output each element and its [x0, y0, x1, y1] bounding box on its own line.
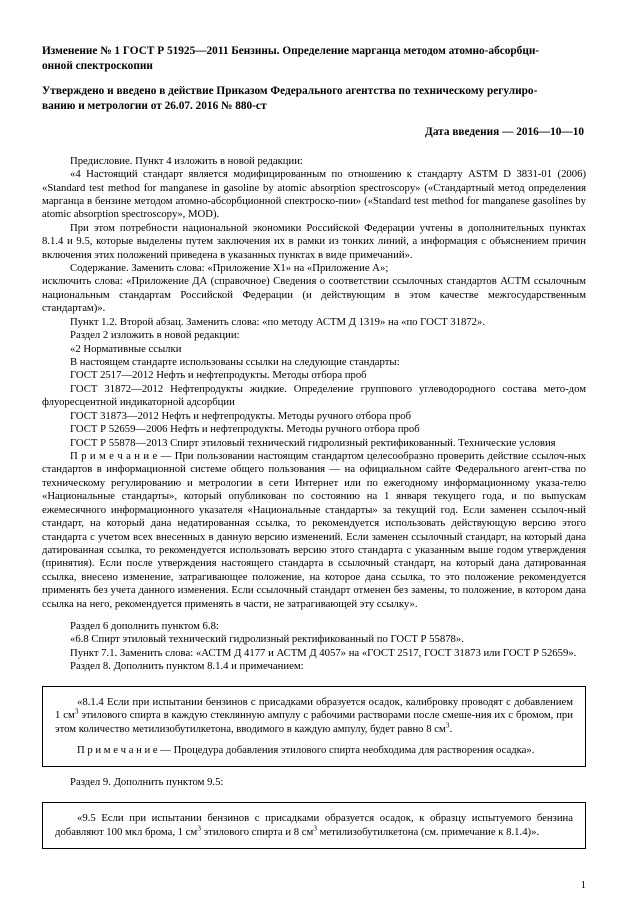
document-body [42, 155, 586, 850]
document-title-line-2: онной спектроскопии [42, 59, 153, 72]
heading-normative-references: «2 Нормативные ссылки [70, 342, 182, 355]
note-references-usage: П р и м е ч а н и е — При пользовании настоящим стандартом целесообразно проверить действие ссылоч-ных стандартов в информационной системе общего пользования — на официальном сайте Федерального агент-ства по техническому регулированию и метрологии в сети Интернет или по ежегодному информационному указа-телю «Национальные стандарты», который опубликован по состоянию на 1 января текущего года, и по выпускам ежемесячного информационного указателя «Национальные стандарты» за текущий год. Если заменен ссылоч-ный стандарт, на который дана недатированная ссылка, то рекомендуется использовать действующую версию этого стандарта с учетом всех внесенных в данную версию изменений. Если заменен ссылочный стандарт, на который дана датированная ссылка, то рекомендуется использовать версию этого стандарта с указанным выше годом утверждения (принятия). Если после утверждения настоящего стандарта в ссылочный стандарт, на который дана датированная ссылка, внесено изменение, затрагивающее положение, на которое дана ссылка, то это положение рекомендуется применять без учета данного изменения. Если ссылочный стандарт отменен без замены, то положение, в котором дана ссылка на него, рекомендуется применять в части, не затрагивающей эту ссылку». [42, 449, 586, 610]
boxed-clause-8-1-4 [42, 686, 586, 768]
box1-prefix: «8.1.4 Если при испытании бензинов с присадками образуется осадок, калибровку проводят с добавлением 1 см [55, 695, 573, 722]
approval-line-1: Утверждено и введено в действие Приказом Федерального агентства по техническому регулиро- [42, 85, 538, 98]
paragraph-clause-4: «4 Настоящий стандарт является модифицированным по отношению к стандарту ASTM D 3831-01 (2006) «Standard test method for manganese in gasoline by atomic absorption spectroscopy» («Стандартный метод определения марганца в бензине методом атомно-абсорбционной спектроско-пии» («Standard test method for manganese gasolines by atomic absorption spectroscopy», MOD). [42, 168, 586, 221]
document-title [42, 44, 586, 73]
box2-prefix: «9.5 Если при испытании бензинов с присадками образуется осадок, к образцу испытуемого бензина добавляют 100 мкл брома, 1 см [55, 811, 573, 838]
boxed-clause-8-1-4-note: П р и м е ч а н и е — Процедура добавления этилового спирта необходима для растворения осадка». [77, 743, 535, 756]
box2-suffix: метилизобутилкетона (см. примечание к 8.1.4)». [317, 825, 540, 838]
paragraph-item-6-8: «6.8 Спирт этиловый технический гидролизный ректификованный по ГОСТ Р 55878». [70, 633, 464, 646]
effective-date: Дата введения — 2016—10—10 [425, 125, 584, 138]
page-number: 1 [580, 880, 586, 891]
box2-sup-1: 3 [197, 823, 201, 833]
paragraph-section-6-addition: Раздел 6 дополнить пунктом 6.8: [70, 620, 219, 633]
paragraph-national-economy: При этом потребности национальной экономики Российской Федерации учтены в дополнительных пунктах 8.1.4 и 9.5, которые выделены путем заключения их в рамки из тонких линий, а информация с объяснением причин включения этих положений приведена в указанных пунктах в виде примечаний». [42, 221, 586, 261]
box1-mid: этилового спирта в каждую стеклянную ампулу с рабочими растворами после смеше-ния их с бромом, при этом количество метилизобутилкетона, вводимого в каждую ампулу, будет равно 8 см [55, 709, 573, 736]
paragraph-contents-replace: Содержание. Заменить слова: «Приложение Х1» на «Приложение А»; [70, 262, 389, 275]
reference-gost-r-55878: ГОСТ Р 55878—2013 Спирт этиловый технический гидролизный ректификованный. Технические условия [70, 436, 556, 449]
paragraph-references-intro: В настоящем стандарте использованы ссылки на следующие стандарты: [70, 356, 400, 369]
paragraph-item-1-2: Пункт 1.2. Второй абзац. Заменить слова: «по методу АСТМ Д 1319» на «по ГОСТ 31872». [70, 315, 486, 328]
box2-mid: этилового спирта и 8 см [200, 825, 314, 838]
paragraph-item-7-1: Пункт 7.1. Заменить слова: «АСТМ Д 4177 и АСТМ Д 4057» на «ГОСТ 2517, ГОСТ 31873 или ГОСТ Р 52659». [70, 646, 577, 659]
box2-sup-2: 3 [313, 823, 317, 833]
reference-gost-2517: ГОСТ 2517—2012 Нефть и нефтепродукты. Методы отбора проб [70, 369, 367, 382]
box1-sup-1: 3 [74, 706, 79, 716]
paragraph-exclude-words: исключить слова: «Приложение ДА (справочное) Сведения о соответствии ссылочных стандартов АСТМ ссылочным национальным стандартам Российской Федерации (и действующим в этом качестве межгосударственным стандартам)». [42, 275, 586, 315]
paragraph-section-8-addition: Раздел 8. Дополнить пунктом 8.1.4 и примечанием: [70, 660, 304, 673]
paragraph-preface-heading: Предисловие. Пункт 4 изложить в новой редакции: [70, 154, 303, 167]
paragraph-section-9-addition: Раздел 9. Дополнить пунктом 9.5: [70, 776, 224, 789]
boxed-clause-9-5 [42, 802, 586, 849]
boxed-clause-9-5-text [55, 812, 573, 839]
approval-statement [42, 84, 586, 113]
approval-line-2: ванию и метрологии от 26.07. 2016 № 880-ст [42, 100, 267, 113]
reference-gost-31873: ГОСТ 31873—2012 Нефть и нефтепродукты. Методы ручного отбора проб [70, 409, 412, 422]
reference-gost-r-52659: ГОСТ Р 52659—2006 Нефть и нефтепродукты. Методы ручного отбора проб [70, 423, 420, 436]
box1-sup-2: 3 [445, 720, 450, 730]
reference-gost-31872: ГОСТ 31872—2012 Нефтепродукты жидкие. Определение группового углеводородного состава мето-дом флуоресцентной индикаторной адсорбции [42, 382, 586, 409]
paragraph-section-2-intro: Раздел 2 изложить в новой редакции: [70, 329, 240, 342]
boxed-clause-8-1-4-text [55, 696, 573, 737]
document-title-line-1: Изменение № 1 ГОСТ Р 51925—2011 Бензины. Определение марганца методом атомно-абсорбци- [42, 45, 540, 57]
box1-suffix: . [449, 723, 453, 736]
